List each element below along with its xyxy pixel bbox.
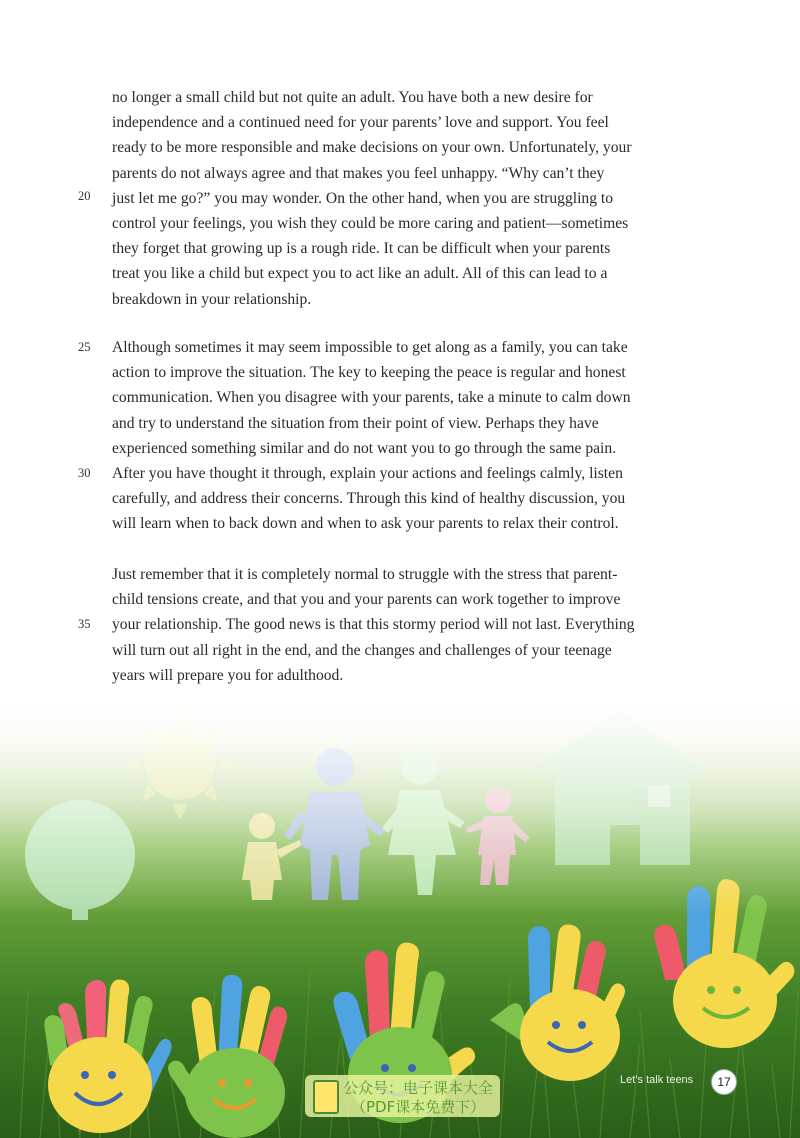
text-line: and try to understand the situation from their point of view. Perhaps they have [112,414,599,432]
line-number: 25 [78,340,91,354]
text-line: control your feelings, you wish they could be more caring and patient—sometimes [112,215,629,233]
family-hands-illustration [0,690,800,1138]
text-line: ready to be more responsible and make decisions on your own. Unfortunately, your [112,139,632,157]
text-line: breakdown in your relationship. [112,290,312,308]
paragraph-3 [112,562,682,688]
text-line: years will prepare you for adulthood. [112,666,344,684]
text-line: Although sometimes it may seem impossible to get along as a family, you can take [112,339,628,356]
line-number: 30 [78,466,91,480]
section-title: Let’s talk teens [620,1074,694,1086]
text-line: your relationship. The good news is that this stormy period will not last. Everything [112,616,635,634]
text-line: child tensions create, and that you and your parents can work together to improve [112,591,621,609]
paragraph-2 [112,335,682,537]
text-line: will turn out all right in the end, and the changes and challenges of your teenage [112,641,612,659]
book-logo-icon [313,1080,339,1114]
paragraph-1 [112,85,682,312]
text-line: action to improve the situation. The key to keeping the peace is regular and honest [112,364,626,382]
text-line: Just remember that it is completely normal to struggle with the stress that parent- [112,566,618,583]
text-line: carefully, and address their concerns. Through this kind of healthy discussion, you [112,490,626,508]
page-number: 17 [711,1069,737,1095]
text-line: experienced something similar and do not want you to go through the same pain. [112,439,617,457]
text-line: independence and a continued need for your parents’ love and support. You feel [112,114,609,132]
watermark-line-1: 公众号：电子课本大全 [343,1079,494,1097]
text-line: parents do not always agree and that makes you feel unhappy. “Why can’t they [112,164,605,182]
watermark-badge [305,1075,500,1117]
text-line: will learn when to back down and when to ask your parents to relax their control. [112,515,619,533]
text-line: After you have thought it through, explain your actions and feelings calmly, listen [112,465,623,483]
text-line: treat you like a child but expect you to act like an adult. All of this can lead to a [112,265,608,283]
text-line: communication. When you disagree with your parents, take a minute to calm down [112,389,631,407]
text-line: just let me go?” you may wonder. On the other hand, when you are struggling to [112,189,614,207]
watermark-line-2: （PDF课本免费下） [351,1098,486,1116]
text-line: no longer a small child but not quite an adult. You have both a new desire for [112,89,593,106]
text-line: they forget that growing up is a rough ride. It can be difficult when your parents [112,240,611,258]
line-number: 20 [78,189,91,203]
line-number: 35 [78,617,91,631]
